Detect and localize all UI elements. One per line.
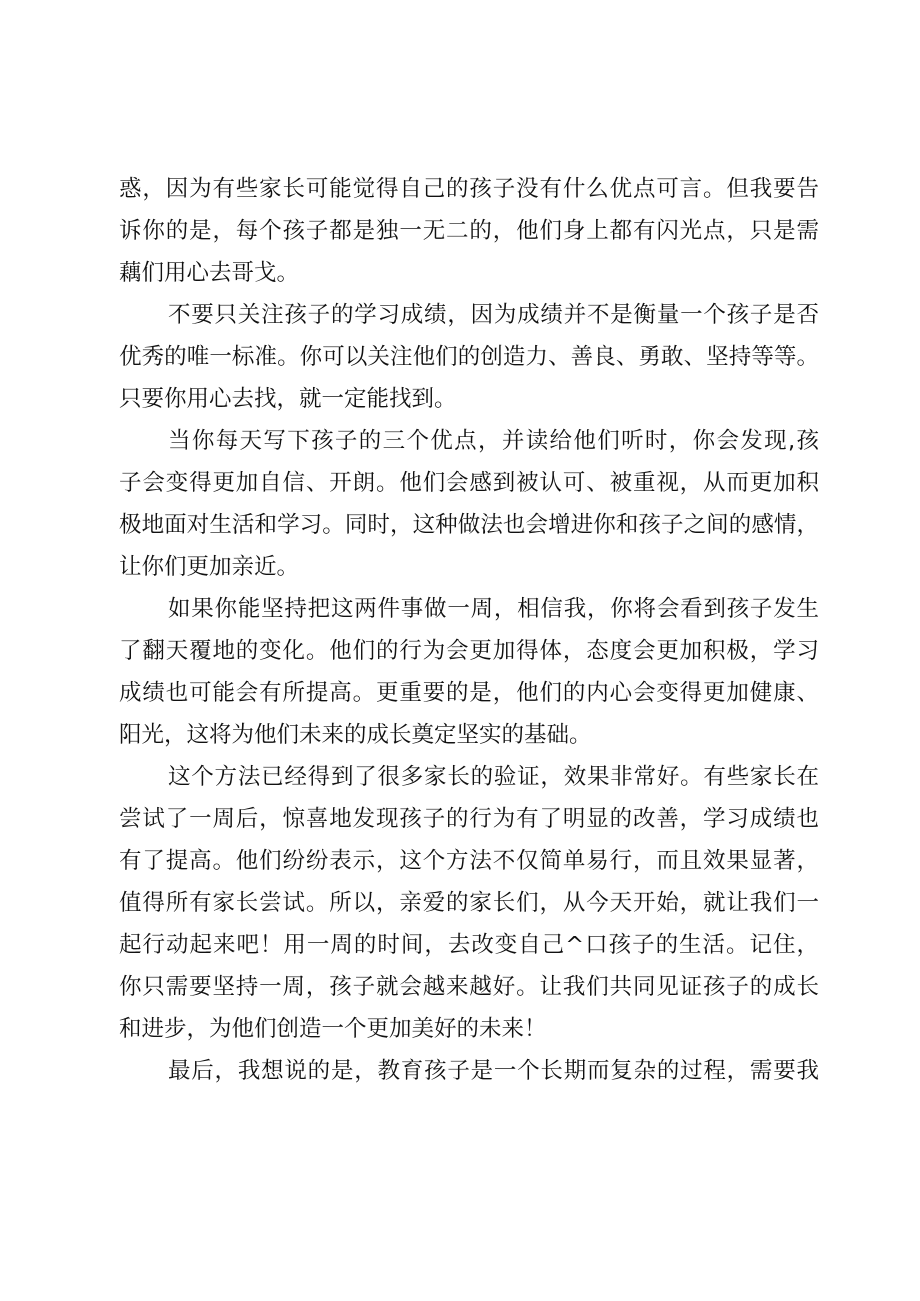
body-text bbox=[119, 168, 819, 1092]
text-line: 了翻天覆地的变化。他们的行为会更加得体，态度会更加积极，学习 bbox=[119, 638, 819, 664]
text-line: 阳光，这将为他们未来的成长奠定坚实的基础。 bbox=[119, 722, 592, 748]
text-line: 尝试了一周后，惊喜地发现孩子的行为有了明显的改善，学习成绩也 bbox=[119, 806, 819, 832]
paragraph-first-line: 最后，我想说的是，教育孩子是一个长期而复杂的过程，需要我 bbox=[168, 1058, 819, 1084]
text-line: 只要你用心去找，就一定能找到。 bbox=[119, 386, 457, 412]
text-line: 起行动起来吧！用一周的时间，去改变自己^口孩子的生活。记住， bbox=[119, 932, 819, 958]
paragraph-first-line: 当你每天写下孩子的三个优点，并读给他们听时，你会发现,孩 bbox=[168, 428, 819, 454]
text-line: 和进步，为他们创造一个更加美好的未来！ bbox=[119, 1016, 547, 1042]
text-line: 惑，因为有些家长可能觉得自己的孩子没有什么优点可言。但我要告 bbox=[119, 176, 819, 202]
paragraph-first-line: 这个方法已经得到了很多家长的验证，效果非常好。有些家长在 bbox=[168, 764, 819, 790]
text-line: 让你们更加亲近。 bbox=[119, 554, 300, 580]
text-line: 极地面对生活和学习。同时，这种做法也会增进你和孩子之间的感情， bbox=[119, 512, 819, 538]
text-line: 优秀的唯一标准。你可以关注他们的创造力、善良、勇敢、坚持等等。 bbox=[119, 344, 819, 370]
text-line: 藕们用心去哥戈。 bbox=[119, 260, 300, 286]
text-line: 子会变得更加自信、开朗。他们会感到被认可、被重视，从而更加积 bbox=[119, 470, 819, 496]
text-line: 有了提高。他们纷纷表示，这个方法不仅简单易行，而且效果显著， bbox=[119, 848, 819, 874]
text-line: 诉你的是，每个孩子都是独一无二的，他们身上都有闪光点，只是需 bbox=[119, 218, 819, 244]
text-line: 值得所有家长尝试。所以，亲爱的家长们，从今天开始，就让我们一 bbox=[119, 890, 819, 916]
text-line: 成绩也可能会有所提高。更重要的是，他们的内心会变得更加健康、 bbox=[119, 680, 819, 706]
paragraph-first-line: 如果你能坚持把这两件事做一周，相信我，你将会看到孩子发生 bbox=[168, 596, 819, 622]
text-line: 你只需要坚持一周，孩子就会越来越好。让我们共同见证孩子的成长 bbox=[119, 974, 819, 1000]
paragraph-first-line: 不要只关注孩子的学习成绩，因为成绩并不是衡量一个孩子是否 bbox=[168, 302, 819, 328]
